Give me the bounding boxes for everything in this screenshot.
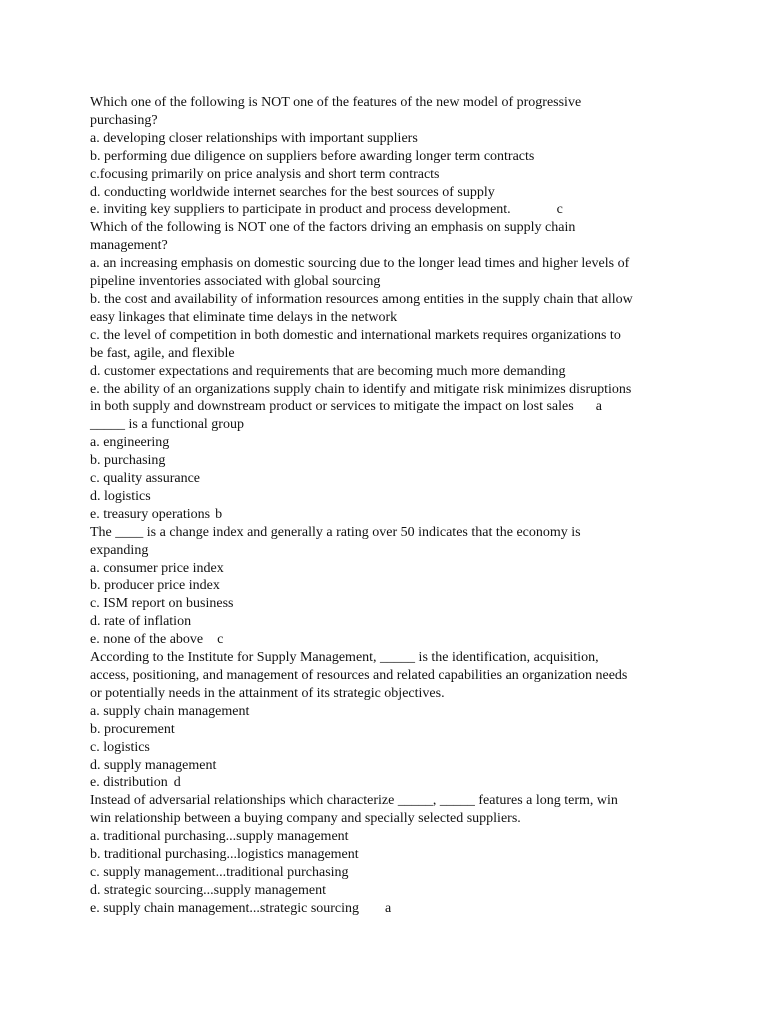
question-stem-line: access, positioning, and management of resources and related capabilities an organization needs (90, 668, 628, 683)
document-page (90, 94, 690, 918)
option-a: a. traditional purchasing...supply management (90, 829, 349, 845)
option-d: d. supply management (90, 757, 217, 773)
option-c: c. the level of competition in both domestic and international markets requires organizations to (90, 327, 621, 343)
option-c-cont: be fast, agile, and flexible (90, 345, 235, 361)
question-3 (90, 416, 690, 523)
question-stem-line: _____ is a functional group (90, 417, 244, 433)
question-2 (90, 219, 690, 416)
option-c: c. supply management...traditional purchasing (90, 864, 349, 880)
answer-key: a (595, 399, 602, 415)
question-4 (90, 524, 690, 649)
question-stem-line: win relationship between a buying company and specially selected suppliers. (90, 811, 521, 827)
option-e-with-answer (90, 201, 690, 219)
option-d: d. logistics (90, 488, 151, 504)
answer-key: c (217, 632, 224, 648)
option-e: e. none of the above (90, 632, 204, 648)
option-b-cont: easy linkages that eliminate time delays in the network (90, 309, 398, 325)
option-e: e. supply chain management...strategic sourcing (90, 900, 360, 916)
question-stem-line: Which of the following is NOT one of the factors driving an emphasis on supply chain (90, 220, 576, 236)
option-e: e. treasury operations (90, 506, 211, 522)
question-5 (90, 649, 690, 792)
option-a: a. consumer price index (90, 560, 224, 576)
question-stem-line: management? (90, 238, 168, 254)
question-stem-line: According to the Institute for Supply Management, _____ is the identification, acquisition, (90, 650, 599, 666)
question-stem-line: Instead of adversarial relationships which characterize _____, _____ features a long term, win (90, 793, 618, 809)
option-d: d. conducting worldwide internet searches for the best sources of supply (90, 184, 495, 200)
option-e-with-answer (90, 398, 690, 416)
option-d: d. strategic sourcing...supply management (90, 882, 326, 898)
question-stem-line: or potentially needs in the attainment of its strategic objectives. (90, 685, 445, 701)
option-d: d. rate of inflation (90, 614, 192, 630)
option-b: b. traditional purchasing...logistics management (90, 847, 359, 863)
option-e-with-answer (90, 900, 690, 918)
option-c: c. logistics (90, 739, 150, 755)
option-b: b. procurement (90, 721, 175, 737)
option-a: a. an increasing emphasis on domestic sourcing due to the longer lead times and higher levels of (90, 256, 630, 272)
option-a: a. engineering (90, 435, 170, 451)
option-e-with-answer (90, 774, 690, 792)
option-e: e. distribution (90, 775, 168, 791)
answer-key: b (215, 506, 223, 522)
option-b: b. purchasing (90, 453, 166, 469)
answer-key: a (385, 900, 392, 916)
option-e-cont: in both supply and downstream product or services to mitigate the impact on lost sales (90, 399, 574, 415)
question-stem-line: purchasing? (90, 112, 158, 128)
option-e-with-answer (90, 506, 690, 524)
option-a: a. supply chain management (90, 703, 250, 719)
option-b: b. the cost and availability of information resources among entities in the supply chain that allow (90, 291, 633, 307)
question-6 (90, 792, 690, 917)
option-c: c. ISM report on business (90, 596, 234, 612)
question-stem-line: The ____ is a change index and generally a rating over 50 indicates that the economy is (90, 524, 581, 540)
option-a-cont: pipeline inventories associated with global sourcing (90, 274, 381, 290)
answer-key: c (556, 202, 563, 218)
option-a: a. developing closer relationships with important suppliers (90, 130, 418, 146)
question-stem-line: Which one of the following is NOT one of the features of the new model of progressive (90, 95, 582, 110)
option-c: c. quality assurance (90, 471, 201, 487)
option-e-with-answer (90, 631, 690, 649)
option-e: e. inviting key suppliers to participate in product and process development. (90, 202, 511, 218)
question-stem-line: expanding (90, 542, 149, 558)
option-d: d. customer expectations and requirements that are becoming much more demanding (90, 363, 566, 379)
option-b: b. performing due diligence on suppliers before awarding longer term contracts (90, 148, 535, 164)
option-c: c.focusing primarily on price analysis and short term contracts (90, 166, 440, 182)
option-b: b. producer price index (90, 578, 220, 594)
option-e: e. the ability of an organizations supply chain to identify and mitigate risk minimizes disruptions (90, 381, 632, 397)
answer-key: d (173, 775, 181, 791)
question-1 (90, 94, 690, 219)
